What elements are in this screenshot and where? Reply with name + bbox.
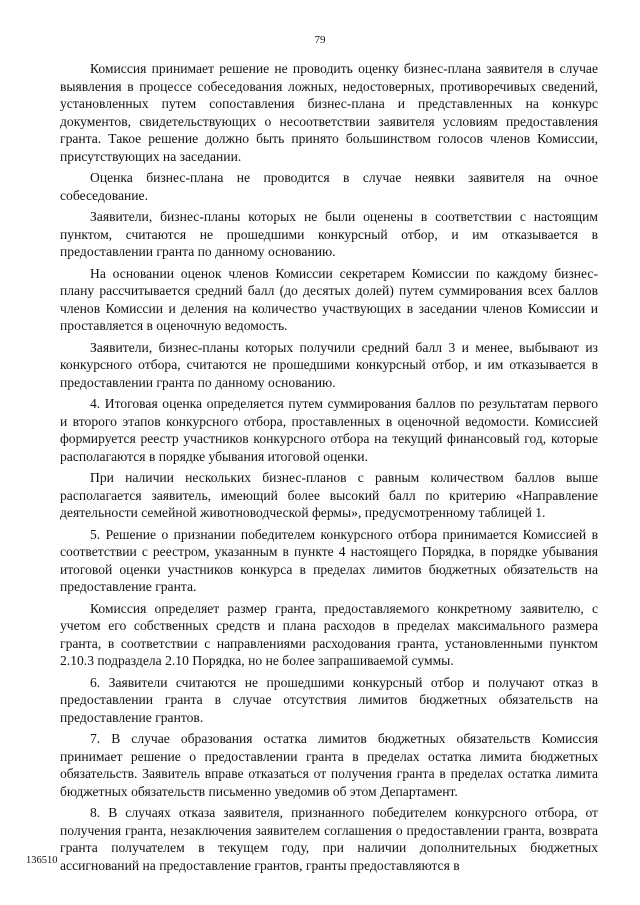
page-number: 79 [314, 34, 326, 46]
paragraph: 7. В случае образования остатка лимитов бюджетных обязательств Комиссия принимает решение о предоставлении гранта в пределах остатка лимита бюджетных обязательств. Заявитель вправе отказаться от получения гранта в пределах остатка лимита бюджетных обязательств письменно уведомив об этом Департамент. [60, 731, 598, 799]
paragraph: На основании оценок членов Комиссии секретарем Комиссии по каждому бизнес-плану рассчитывается средний балл (до десятых долей) путем суммирования всех баллов членов Комиссии и деления на количество участвующих в заседании членов Комиссии и проставляется в оценочную ведомость. [60, 265, 598, 333]
document-code: 136510 [26, 855, 58, 866]
paragraph: 4. Итоговая оценка определяется путем суммирования баллов по результатам первого и второго этапов конкурсного отбора, проставленных в оценочной ведомости. Комиссией формируется реестр участников конкурсного отбора на текущий финансовый год, которые располагаются в порядке убывания итоговой оценки. [60, 396, 598, 464]
paragraph: Комиссия определяет размер гранта, предоставляемого конкретному заявителю, с учетом его собственных средств и плана расходов в пределах максимального размера гранта, в соответствии с направлениями расходования гранта, установленными пунктом 2.10.3 подраздела 2.10 Порядка, но не более запрашиваемой суммы. [60, 600, 598, 668]
paragraph: Оценка бизнес-плана не проводится в случае неявки заявителя на очное собеседование. [60, 170, 598, 203]
paragraph: 6. Заявители считаются не прошедшими конкурсный отбор и получают отказ в предоставлении гранта в случае отсутствия лимитов бюджетных обязательств на предоставление грантов. [60, 674, 598, 725]
document-body [60, 60, 598, 878]
paragraph: 8. В случаях отказа заявителя, признанного победителем конкурсного отбора, от получения гранта, незаключения заявителем соглашения о предоставлении гранта, возврата гранта получателем в текущем году, при наличии дополнительных бюджетных ассигнований на предоставление грантов, гранты предоставляются в [60, 805, 598, 873]
paragraph: Комиссия принимает решение не проводить оценку бизнес-плана заявителя в случае выявления в процессе собеседования ложных, недостоверных, противоречивых сведений, установленных путем сопоставления бизнес-плана и представленных на конкурс документов, свидетельствующих о несоответствии заявителя условиям предоставления гранта. Такое решение должно быть принято большинством голосов членов Комиссии, присутствующих на заседании. [60, 61, 598, 164]
paragraph: 5. Решение о признании победителем конкурсного отбора принимается Комиссией в соответствии с реестром, указанным в пункте 4 настоящего Порядка, в порядке убывания итоговой оценки участников конкурса в пределах лимитов бюджетных обязательств на предоставление гранта. [60, 526, 598, 594]
paragraph: При наличии нескольких бизнес-планов с равным количеством баллов выше располагается заявитель, имеющий более высокий балл по критерию «Направление деятельности семейной животноводческой фермы», предусмотренному таблицей 1. [60, 470, 598, 520]
paragraph: Заявители, бизнес-планы которых получили средний балл 3 и менее, выбывают из конкурсного отбора, считаются не прошедшими конкурсный отбор, и им отказывается в предоставлении гранта по данному основанию. [60, 339, 598, 390]
paragraph: Заявители, бизнес-планы которых не были оценены в соответствии с настоящим пунктом, считаются не прошедшими конкурсный отбор, и им отказывается в предоставлении гранта по данному основанию. [60, 209, 598, 259]
